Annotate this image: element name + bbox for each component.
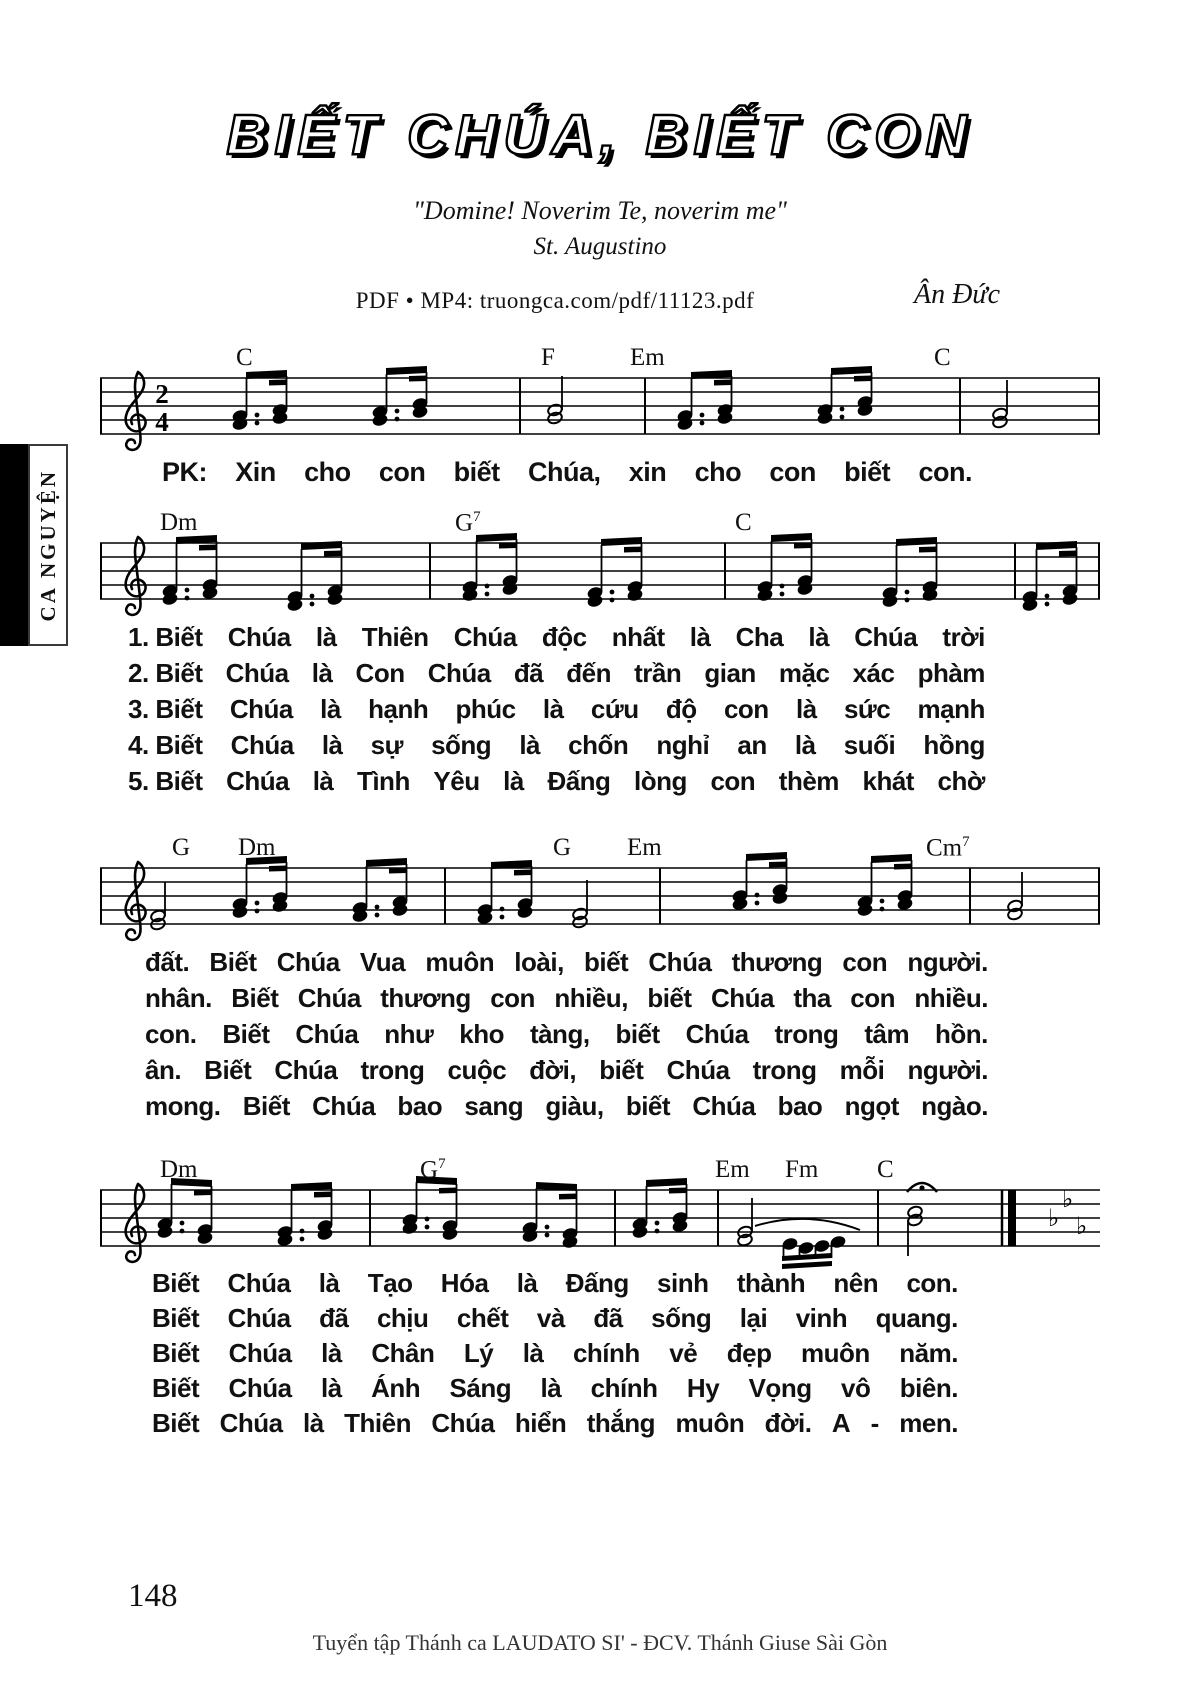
lyric-word: là	[315, 622, 337, 652]
staff-notation	[100, 370, 1100, 450]
lyric-word: chính	[590, 1373, 658, 1403]
lyric-word: biên.	[899, 1373, 958, 1403]
lyric-word: A	[831, 1408, 851, 1438]
lyric-word: lại	[739, 1303, 768, 1333]
lyric-word: kho	[459, 1019, 505, 1049]
lyric-word: con.	[906, 1268, 958, 1298]
lyric-word: Ánh	[371, 1373, 421, 1403]
lyric-word: mong.	[145, 1091, 221, 1121]
svg-text:4: 4	[155, 407, 169, 437]
lyric-word: Chúa	[227, 1268, 291, 1298]
lyric-word: sinh	[657, 1268, 709, 1298]
lyric-word: như	[384, 1019, 434, 1049]
lyric-line	[100, 1301, 1100, 1336]
lyric-word: sức	[843, 694, 891, 724]
lyric-word: muôn	[675, 1408, 745, 1438]
lyrics-block	[100, 944, 1100, 1124]
lyric-word: người.	[907, 947, 988, 977]
lyric-word: Chúa	[230, 730, 294, 760]
lyric-word: nhiều.	[914, 983, 988, 1013]
lyric-word: con.	[145, 1019, 197, 1049]
lyric-line	[100, 1016, 1100, 1052]
lyric-word: Biết	[222, 1019, 270, 1049]
lyric-word: men.	[899, 1408, 958, 1438]
lyric-word: Đấng	[547, 766, 611, 796]
staff-notation	[100, 860, 1100, 940]
lyric-word: Chúa	[685, 1019, 749, 1049]
lyric-word: nhiều,	[554, 983, 628, 1013]
chord-label: C	[934, 344, 951, 371]
lyric-word: là	[519, 730, 541, 760]
lyric-word: đời.	[764, 1408, 812, 1438]
lyric-word: mặc	[778, 658, 830, 688]
lyric-word: gian	[704, 658, 756, 688]
chord-label: Em	[630, 344, 665, 371]
chord-row	[100, 338, 1100, 370]
music-system-1	[100, 338, 1100, 490]
lyric-word: Tạo	[367, 1268, 413, 1298]
lyrics-block	[100, 1266, 1100, 1441]
lyric-word: trong	[360, 1055, 425, 1085]
lyric-line	[100, 1266, 1100, 1301]
lyric-word: trần	[634, 658, 682, 688]
chord-label: $G^7$	[455, 508, 481, 536]
lyric-line	[100, 655, 1100, 691]
lyric-word: Biết	[209, 947, 257, 977]
lyric-word: độc	[541, 622, 587, 652]
lyric-word: Vua	[359, 947, 406, 977]
lyric-word: ân.	[145, 1055, 182, 1085]
chord-label: C	[877, 1156, 894, 1183]
lyric-word: sự	[370, 730, 403, 760]
lyric-word: Thiên	[361, 622, 429, 652]
lyric-word: chết	[456, 1303, 509, 1333]
lyric-word: PK:	[162, 457, 207, 487]
lyric-word: biết	[583, 947, 629, 977]
lyric-word: Chúa,	[527, 457, 601, 487]
staff-notation	[100, 1182, 1100, 1262]
lyric-line	[100, 763, 1100, 799]
lyric-word: Chúa	[229, 694, 293, 724]
lyric-word: xin	[628, 457, 667, 487]
lyric-word: là	[320, 694, 341, 724]
chord-label: $G^7$	[420, 1155, 446, 1183]
lyric-word: thương	[731, 947, 823, 977]
lyric-word: cho	[694, 457, 742, 487]
lyric-word: đẹp	[726, 1338, 772, 1368]
side-tab-label: CA NGUYỆN	[35, 468, 60, 622]
lyric-word: là	[540, 1373, 562, 1403]
lyric-word: lòng	[634, 766, 687, 796]
chord-label: C	[735, 509, 752, 536]
lyric-word: bao	[397, 1091, 443, 1121]
lyric-word: là	[320, 1373, 342, 1403]
lyric-word: Chúa	[276, 947, 340, 977]
lyric-word: ngào.	[921, 1091, 988, 1121]
lyric-word: sống	[431, 730, 492, 760]
lyric-word: Chúa	[297, 983, 361, 1013]
lyric-word: ngọt	[844, 1091, 899, 1121]
side-tab-box	[28, 444, 68, 646]
lyric-word: sang	[464, 1091, 524, 1121]
section-side-tab	[0, 444, 68, 646]
song-attribution: St. Augustino	[533, 233, 667, 260]
lyric-word: tàng,	[529, 1019, 590, 1049]
lyric-word: Cha	[735, 622, 784, 652]
lyric-word: Biết	[242, 1091, 290, 1121]
footer-credit: Tuyển tập Thánh ca LAUDATO SI' - ĐCV. Thánh Giuse Sài Gòn	[312, 1630, 888, 1655]
lyric-word: vinh	[795, 1303, 848, 1333]
lyric-word: là	[795, 694, 817, 724]
lyric-word: thèm	[778, 766, 839, 796]
lyric-word: Biết	[231, 983, 279, 1013]
lyric-word: cuộc	[447, 1055, 507, 1085]
chord-label: Dm	[160, 1156, 198, 1183]
chord-label: Dm	[160, 509, 198, 536]
chord-label: G	[553, 834, 572, 861]
lyric-word: Chúa	[227, 622, 291, 652]
lyric-word: Biết	[152, 1338, 200, 1368]
lyric-word: trong	[752, 1055, 817, 1085]
lyric-word: hồn.	[934, 1019, 988, 1049]
lyric-word: mỗi	[839, 1055, 885, 1085]
lyric-word: chốn	[568, 730, 629, 760]
lyric-line	[100, 691, 1100, 727]
lyric-word: Hóa	[440, 1268, 489, 1298]
lyric-word: Chúa	[692, 1091, 756, 1121]
lyric-word: Chúa	[312, 1091, 376, 1121]
chord-label: Cm$^7$	[926, 833, 970, 861]
lyric-word: cứu	[590, 694, 639, 724]
lyric-word: Chúa	[431, 1408, 495, 1438]
lyric-word: là	[311, 658, 333, 688]
lyric-word: muôn	[425, 947, 495, 977]
lyric-word: hồng	[923, 730, 985, 760]
lyric-word: nhất	[611, 622, 665, 652]
lyric-word: suối	[843, 730, 896, 760]
lyric-word: đã	[513, 658, 544, 688]
music-system-3	[100, 828, 1100, 1124]
chord-row	[100, 503, 1100, 535]
chord-label: F	[541, 344, 555, 371]
lyric-word: đã	[319, 1303, 349, 1333]
lyric-word: Chúa	[219, 1408, 283, 1438]
lyric-word: vẻ	[669, 1338, 698, 1368]
lyric-line	[100, 1406, 1100, 1441]
chord-label: Em	[627, 834, 662, 861]
chord-label: Fm	[785, 1156, 819, 1183]
lyric-word: độ	[665, 694, 697, 724]
music-system-2	[100, 503, 1100, 799]
staff-notation	[100, 535, 1100, 615]
lyric-word: là	[318, 1268, 340, 1298]
lyric-word: Biết	[152, 1268, 200, 1298]
lyric-word: Biết	[152, 1373, 200, 1403]
lyric-word: phúc	[455, 694, 516, 724]
lyric-word: muôn	[800, 1338, 870, 1368]
song-title: BIẾT CHÚA, BIẾT CON	[226, 103, 974, 167]
lyric-word: đã	[593, 1303, 623, 1333]
lyric-word: vô	[841, 1373, 871, 1403]
lyric-word: an	[737, 730, 767, 760]
lyrics-block	[100, 619, 1100, 799]
lyric-word: cho	[304, 457, 351, 487]
lyrics-block	[100, 454, 1100, 490]
lyric-line	[100, 1371, 1100, 1406]
lyric-word: Đấng	[565, 1268, 629, 1298]
lyric-word: Chúa	[427, 658, 491, 688]
lyric-word: con	[842, 947, 888, 977]
lyric-word: là	[522, 1338, 544, 1368]
lyric-word: Biết	[152, 1408, 200, 1438]
lyric-word: Yêu	[433, 766, 480, 796]
lyric-word: Chúa	[227, 1303, 291, 1333]
lyric-word: con	[490, 983, 535, 1013]
lyric-word: 1. Biết	[128, 622, 203, 652]
lyric-word: Chúa	[453, 622, 517, 652]
lyric-word: đời,	[529, 1055, 577, 1085]
lyric-word: bao	[777, 1091, 823, 1121]
lyric-word: giàu,	[545, 1091, 604, 1121]
lyric-word: phàm	[917, 658, 985, 688]
lyric-line	[100, 454, 1100, 490]
lyric-word: là	[312, 766, 334, 796]
lyric-word: Chúa	[666, 1055, 730, 1085]
lyric-word: 5. Biết	[128, 766, 203, 796]
page-number: 148	[128, 1578, 178, 1614]
lyric-word: là	[303, 1408, 324, 1438]
lyric-word: Chúa	[226, 766, 290, 796]
lyric-word: quang.	[875, 1303, 958, 1333]
lyric-word: Chân	[371, 1338, 435, 1368]
chord-row	[100, 828, 1100, 860]
lyric-word: 2. Biết	[128, 658, 203, 688]
lyric-word: chờ	[937, 766, 985, 796]
lyric-word: Biết	[204, 1055, 252, 1085]
svg-text:♭: ♭	[1062, 1185, 1074, 1213]
lyric-word: Lý	[463, 1338, 494, 1368]
lyric-word: nghỉ	[656, 730, 710, 760]
lyric-line	[100, 980, 1100, 1016]
song-subtitle: "Domine! Noverim Te, noverim me"	[413, 196, 787, 225]
lyric-line	[100, 1088, 1100, 1124]
lyric-word: biết	[453, 457, 500, 487]
lyric-word: biết	[625, 1091, 671, 1121]
lyric-word: thắng	[586, 1408, 655, 1438]
lyric-word: Chúa	[648, 947, 712, 977]
lyric-word: và	[536, 1303, 565, 1333]
lyric-word: con.	[918, 457, 972, 487]
composer-name: Ân Đức	[913, 279, 1000, 310]
lyric-word: người.	[907, 1055, 988, 1085]
lyric-word: Xin	[235, 457, 276, 487]
chord-label: G	[172, 834, 191, 861]
lyric-word: 3. Biết	[128, 694, 203, 724]
lyric-word: con	[769, 457, 816, 487]
lyric-word: biết	[599, 1055, 644, 1085]
lyric-word: tha	[793, 983, 831, 1013]
svg-text:♭: ♭	[1048, 1204, 1060, 1232]
chord-row	[100, 1150, 1100, 1182]
lyric-word: biết	[647, 983, 692, 1013]
lyric-word: là	[321, 730, 343, 760]
lyric-line	[100, 1052, 1100, 1088]
lyric-line	[100, 944, 1100, 980]
media-link-line: PDF • MP4: truongca.com/pdf/11123.pdf	[355, 288, 755, 313]
lyric-word: là	[794, 730, 816, 760]
lyric-word: Thiên	[344, 1408, 411, 1438]
lyric-word: Hy	[686, 1373, 720, 1403]
lyric-word: Con	[355, 658, 405, 688]
lyric-word: loài,	[514, 947, 564, 977]
lyric-word: nhân.	[145, 983, 212, 1013]
music-system-4	[100, 1150, 1100, 1441]
lyric-word: thương	[380, 983, 471, 1013]
lyric-word: thành	[736, 1268, 806, 1298]
lyric-line	[100, 727, 1100, 763]
lyric-word: nên	[833, 1268, 879, 1298]
lyric-word: Chúa	[228, 1373, 292, 1403]
lyric-word: chịu	[376, 1303, 429, 1333]
lyric-word: Vọng	[748, 1373, 812, 1403]
lyric-word: Sáng	[449, 1373, 512, 1403]
lyric-word: Chúa	[274, 1055, 338, 1085]
lyric-line	[100, 619, 1100, 655]
lyric-word: -	[870, 1408, 879, 1438]
lyric-word: sống	[651, 1303, 712, 1333]
lyric-word: Chúa	[710, 983, 774, 1013]
lyric-word: con	[723, 694, 769, 724]
side-tab-black-bar	[0, 444, 28, 646]
lyric-word: trong	[774, 1019, 839, 1049]
lyric-word: mạnh	[917, 694, 985, 724]
lyric-word: hạnh	[368, 694, 429, 724]
chord-label: C	[236, 344, 253, 371]
lyric-word: năm.	[899, 1338, 958, 1368]
lyric-word: đất.	[145, 947, 190, 977]
chord-label: Em	[715, 1156, 750, 1183]
lyric-word: khát	[862, 766, 914, 796]
lyric-word: là	[516, 1268, 538, 1298]
lyric-word: Biết	[152, 1303, 200, 1333]
lyric-word: Tình	[356, 766, 410, 796]
lyric-word: con	[378, 457, 426, 487]
lyric-word: xác	[852, 658, 895, 688]
lyric-word: biết	[844, 457, 891, 487]
lyric-word: là	[689, 622, 711, 652]
lyric-word: con	[710, 766, 756, 796]
lyric-word: đến	[566, 658, 611, 688]
lyric-word: tâm	[864, 1019, 910, 1049]
lyric-word: hiển	[514, 1408, 567, 1438]
lyric-word: Chúa	[295, 1019, 359, 1049]
svg-text:2: 2	[155, 379, 169, 409]
lyric-line	[100, 1336, 1100, 1371]
lyric-word: Chúa	[854, 622, 918, 652]
svg-text:♭: ♭	[1076, 1212, 1088, 1240]
lyric-word: Chúa	[228, 1338, 292, 1368]
lyric-word: 4. Biết	[128, 730, 203, 760]
lyric-word: Chúa	[225, 658, 289, 688]
chord-label: Dm	[238, 834, 276, 861]
lyric-word: chính	[572, 1338, 640, 1368]
lyric-word: trời	[942, 622, 985, 652]
lyric-word: là	[503, 766, 524, 796]
lyric-word: con	[850, 983, 896, 1013]
lyric-word: là	[808, 622, 830, 652]
lyric-word: là	[542, 694, 564, 724]
lyric-word: là	[321, 1338, 342, 1368]
lyric-word: biết	[615, 1019, 660, 1049]
